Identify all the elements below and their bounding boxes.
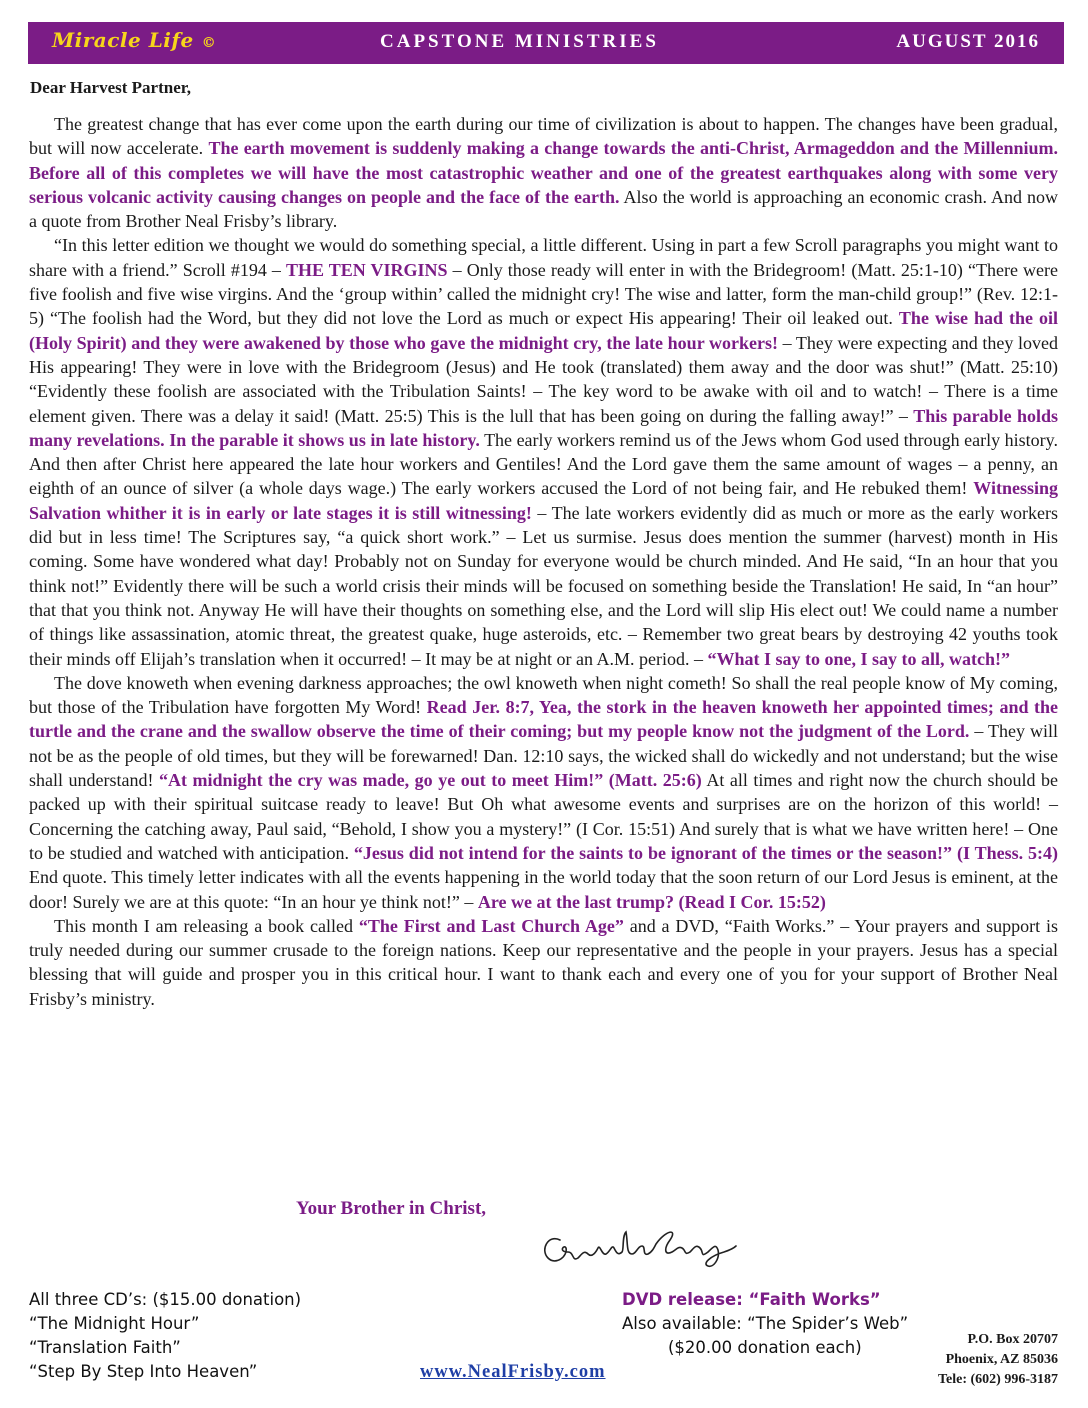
mailing-address bbox=[938, 1330, 1058, 1390]
paragraph-2 bbox=[29, 233, 1058, 670]
text-run: – They will not be as the people of old times, but they will be forewarned! Dan. 12:10 says, the wicked shall do wickedly and not understand; but the wise shall understand! bbox=[29, 721, 1058, 791]
emphasis-text: This parable holds many revelations. In the parable it shows us in late history. bbox=[29, 405, 1058, 450]
dvd-title: DVD release: “Faith Works” bbox=[622, 1290, 881, 1309]
website-link[interactable]: www.NealFrisby.com bbox=[420, 1362, 606, 1382]
cd-title: “The Midnight Hour” bbox=[29, 1314, 200, 1333]
emphasis-text: “What I say to one, I say to all, watch!” bbox=[707, 648, 1011, 669]
text-run: Also the world is approaching an economic crash. And now a quote from Brother Neal Frisby’s library. bbox=[29, 186, 1059, 232]
letter-body bbox=[29, 112, 1058, 1011]
emphasis-text: “At midnight the cry was made, go ye out to meet Him!” (Matt. 25:6) bbox=[159, 770, 702, 791]
text-run: This month I am releasing a book called bbox=[54, 915, 359, 936]
text-run: The early workers remind us of the Jews whom God used through early history. And then after Christ here appeared the late hour workers and Gentiles! And the Lord gave them the same amount of wages – a penny, an eighth of an ounce of silver (a whole days wage.) The early workers accused the Lord of not being fair, and He rebuked them! bbox=[29, 429, 1058, 499]
paragraph-3 bbox=[29, 671, 1058, 914]
paragraph-4 bbox=[29, 914, 1058, 1011]
brand-name: Miracle Life bbox=[52, 28, 194, 52]
emphasis-text: “The First and Last Church Age” bbox=[358, 915, 624, 936]
text-run: At all times and right now the church should be packed up with their spiritual suitcase ready to leave! But Oh what awesome events and surprises are on the horizon of this world! – Concerning the catching away, Paul said, “Behold, I show you a mystery!” (I Cor. 15:51) And surely that is what we have written here! – One to be studied and watched with anticipation. bbox=[29, 770, 1058, 863]
text-run: The dove knoweth when evening darkness approaches; the owl knoweth when night cometh! So shall the real people know of My coming, but those of the Tribulation have forgotten My Word! bbox=[29, 672, 1058, 718]
dvd-price: ($20.00 donation each) bbox=[668, 1338, 862, 1357]
newsletter-header bbox=[28, 22, 1064, 64]
brand-logo bbox=[52, 28, 216, 52]
text-run: – They were expecting and they loved His appearing! They were in love with the Bridegroom (Jesus) and He took (translated) them away and the door was shut!” (Matt. 25:10) “Evidently these foolish are associated with the Tribulation Saints! – The key word to be awake with oil and to watch! – There is a time element given. There was a delay it said! (Matt. 25:5) This is the lull that has been going on during the falling away!” – bbox=[29, 332, 1058, 426]
text-run: and a DVD, “Faith Works.” – Your prayers and support is truly needed during our summer crusade to the foreign nations. Keep our representative and the people in your prayers. Jesus has a special blessing that will guide and prosper you in this critical hour. I want to thank each and every one of you for your support of Brother Neal Frisby’s ministry. bbox=[29, 915, 1059, 1009]
salutation: Dear Harvest Partner, bbox=[30, 78, 191, 97]
emphasis-text: THE TEN VIRGINS bbox=[286, 259, 448, 280]
dvd-offer bbox=[622, 1288, 908, 1360]
organization-name: CAPSTONE MINISTRIES bbox=[380, 31, 659, 52]
text-run: The greatest change that has ever come upon the earth during our time of civilization is about to happen. The changes have been gradual, but will now accelerate. bbox=[29, 114, 1058, 159]
signature-image bbox=[538, 1222, 738, 1272]
text-run: – The late workers evidently did as much or more as the early workers did but in less time! The Scriptures say, “a quick short work.” – Let us surmise. Jesus does mention the summer (harvest) month in His coming. Some have wondered what day! Probably not on Sunday for everyone would be church minded. And He said, “In an hour that you think not!” Evidently there will be such a world crisis their minds will be focused on something beside the Translation! He said, In “an hour” that that you think not. Anyway He will have their thoughts on something else, and the Lord will slip His elect out! We could name a number of things like assassination, atomic threat, the greatest quake, huge asteroids, etc. – Remember two great bears by destroying 42 youths took their minds off Elijah’s translation when it occurred! – It may be at night or an A.M. period. – bbox=[29, 502, 1058, 669]
po-box: P.O. Box 20707 bbox=[967, 1332, 1058, 1347]
emphasis-text: The wise had the oil (Holy Spirit) and they were awakened by those who gave the midnight cry, the late hour workers! bbox=[29, 308, 1058, 353]
issue-date: AUGUST 2016 bbox=[896, 31, 1040, 52]
copyright-mark: © bbox=[201, 35, 217, 51]
text-run: – Only those ready will enter in with the Bridegroom! (Matt. 25:1-10) “There were five foolish and five wise virgins. And the ‘group within’ called the midnight cry! The wise and latter, form the man-child group!” (Rev. 12:1-5) “The foolish had the Word, but they did not love the Lord as much or expect His appearing! Their oil leaked out. bbox=[29, 259, 1058, 329]
emphasis-text: Read Jer. 8:7, Yea, the stork in the heaven knoweth her appointed times; and the turtle and the crane and the swallow observe the time of their coming; but my people know not the judgment of the Lord. bbox=[29, 697, 1058, 742]
city-state-zip: Phoenix, AZ 85036 bbox=[945, 1352, 1058, 1367]
emphasis-text: Are we at the last trump? (Read I Cor. 15:52) bbox=[477, 891, 826, 912]
cd-offer bbox=[29, 1288, 301, 1384]
paragraph-1 bbox=[29, 112, 1058, 233]
dvd-also-available: Also available: “The Spider’s Web” bbox=[622, 1314, 909, 1333]
cd-title: “Translation Faith” bbox=[29, 1338, 181, 1357]
closing: Your Brother in Christ, bbox=[296, 1198, 487, 1219]
emphasis-text: Witnessing Salvation whither it is in early or late stages it is still witnessing! bbox=[29, 478, 1058, 523]
emphasis-text: The earth movement is suddenly making a change towards the anti-Christ, Armageddon and the Millennium. Before all of this completes we will have the most catastrophic weather and one of the greatest earthquakes along with some very serious volcanic activity causing changes on people and the face of the earth. bbox=[29, 138, 1058, 207]
cd-offer-price: All three CD’s: ($15.00 donation) bbox=[29, 1290, 302, 1309]
telephone: Tele: (602) 996-3187 bbox=[937, 1372, 1058, 1387]
emphasis-text: “Jesus did not intend for the saints to be ignorant of the times or the season!” (I Thess. 5:4) bbox=[353, 842, 1058, 863]
cd-title: “Step By Step Into Heaven” bbox=[29, 1362, 258, 1381]
text-run: End quote. This timely letter indicates with all the events happening in the world today that the soon return of our Lord Jesus is eminent, at the door! Surely we are at this quote: “In an hour ye think not!” – bbox=[29, 867, 1058, 912]
text-run: “In this letter edition we thought we would do something special, a little different. Using in part a few Scroll paragraphs you might want to share with a friend.” Scroll #194 – bbox=[29, 235, 1058, 280]
